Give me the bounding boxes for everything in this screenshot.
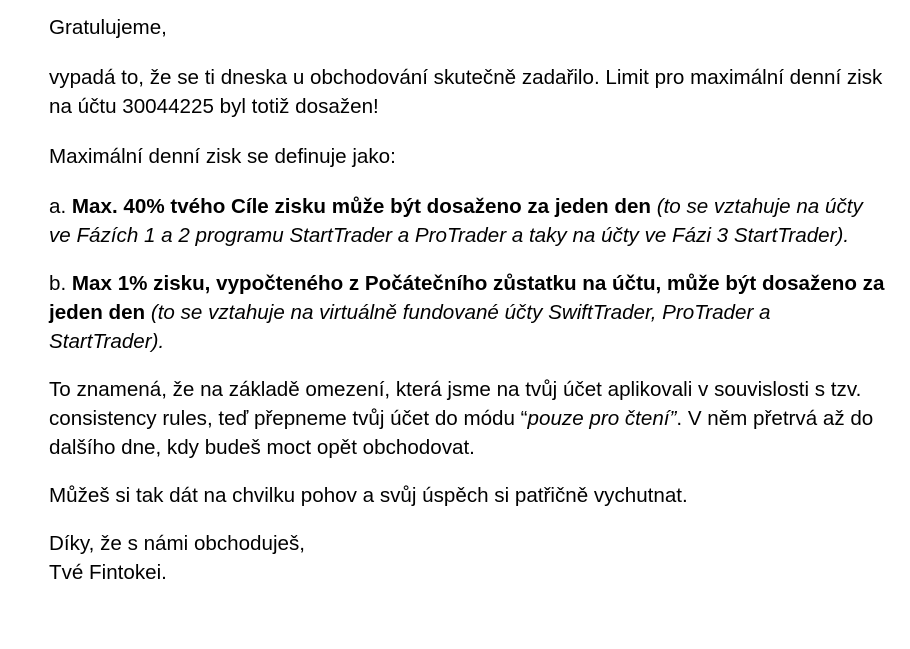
consequence-text-before: To znamená, že na základě omezení, která jsme na tvůj účet aplikovali v souvislosti s tzv. consistency rules, teď přepneme tvůj účet do módu “ (49, 378, 862, 430)
rule-a-note: (to se vztahuje na účty ve Fázích 1 a 2 programu StartTrader a ProTrader a taky na účty ve Fázi 3 StartTrader). (49, 195, 863, 247)
greeting: Gratulujeme, (49, 16, 167, 39)
consequence-paragraph (49, 375, 890, 462)
rule-b-marker: b. (49, 272, 72, 295)
rule-b-note: (to se vztahuje na virtuálně fundované účty SwiftTrader, ProTrader a StartTrader). (49, 301, 771, 353)
read-only-mode-text: pouze pro čtení” (527, 407, 677, 430)
consequence-text-after: . V něm přetrvá až do dalšího dne, kdy budeš moct opět obchodovat. (49, 407, 874, 459)
rule-b-bold: Max 1% zisku, vypočteného z Počátečního zůstatku na účtu, může být dosaženo za jeden den (49, 272, 885, 324)
rule-a-bold: Max. 40% tvého Cíle zisku může být dosaženo za jeden den (71, 195, 651, 218)
rule-a-marker: a. (49, 195, 72, 218)
rule-b (49, 269, 890, 356)
rule-a (49, 192, 890, 250)
definition-lead: Maximální denní zisk se definuje jako: (49, 145, 396, 168)
relax-paragraph: Můžeš si tak dát na chvilku pohov a svůj úspěch si patřičně vychutnat. (49, 484, 688, 507)
signoff: Díky, že s námi obchoduješ, (49, 532, 306, 555)
signature: Tvé Fintokei. (49, 561, 167, 584)
intro-paragraph: vypadá to, že se ti dneska u obchodování skutečně zadařilo. Limit pro maximální denní zisk na účtu 30044225 byl totiž dosažen! (49, 66, 883, 118)
